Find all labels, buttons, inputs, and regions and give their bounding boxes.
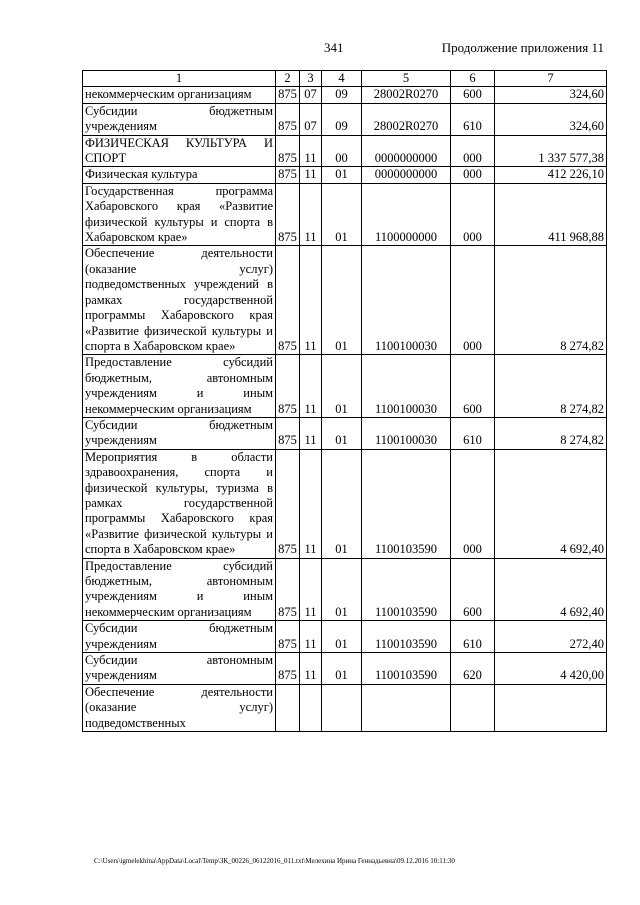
cell-amount: 8 274,82 xyxy=(495,417,607,449)
table-row xyxy=(83,653,607,685)
cell-expense-type: 600 xyxy=(451,355,495,418)
cell-target-article xyxy=(362,684,451,731)
cell-name: Обеспечение деятельности (оказание услуг) подведомственных xyxy=(83,684,276,731)
cell-amount: 8 274,82 xyxy=(495,355,607,418)
column-header: 6 xyxy=(451,71,495,87)
table-row xyxy=(83,87,607,103)
budget-table xyxy=(82,70,607,732)
column-header: 3 xyxy=(300,71,322,87)
cell-target-article: 1100100030 xyxy=(362,246,451,355)
cell-section xyxy=(300,684,322,731)
cell-subsection xyxy=(322,684,362,731)
cell-expense-type: 000 xyxy=(451,449,495,558)
cell-name: некоммерческим организациям xyxy=(83,87,276,103)
cell-name: ФИЗИЧЕСКАЯ КУЛЬТУРА И СПОРТ xyxy=(83,135,276,167)
cell-name: Государственная программа Хабаровского края «Развитие физической культуры и спорта в Хабаровском крае» xyxy=(83,183,276,246)
cell-name: Субсидии автономным учреждениям xyxy=(83,653,276,685)
table-row xyxy=(83,621,607,653)
cell-amount xyxy=(495,684,607,731)
cell-subsection: 01 xyxy=(322,417,362,449)
cell-name: Субсидии бюджетным учреждениям xyxy=(83,103,276,135)
cell-target-article: 0000000000 xyxy=(362,167,451,183)
cell-name: Мероприятия в области здравоохранения, спорта и физической культуры, туризма в рамках государственной программы Хабаровского края «Развитие физической культуры и спорта в Хабаровском крае» xyxy=(83,449,276,558)
cell-target-article: 1100103590 xyxy=(362,558,451,621)
cell-amount: 324,60 xyxy=(495,87,607,103)
cell-amount: 411 968,88 xyxy=(495,183,607,246)
cell-subsection: 00 xyxy=(322,135,362,167)
table-row xyxy=(83,684,607,731)
cell-expense-type: 600 xyxy=(451,558,495,621)
cell-ministry-code: 875 xyxy=(276,355,300,418)
cell-target-article: 28002R0270 xyxy=(362,103,451,135)
cell-expense-type: 610 xyxy=(451,621,495,653)
column-header: 7 xyxy=(495,71,607,87)
cell-section: 07 xyxy=(300,103,322,135)
table-row xyxy=(83,103,607,135)
cell-expense-type: 610 xyxy=(451,103,495,135)
table-row xyxy=(83,355,607,418)
cell-ministry-code: 875 xyxy=(276,103,300,135)
cell-section: 11 xyxy=(300,135,322,167)
cell-name: Предоставление субсидий бюджетным, автономным учреждениям и иным некоммерческим организациям xyxy=(83,355,276,418)
cell-expense-type xyxy=(451,684,495,731)
cell-expense-type: 000 xyxy=(451,183,495,246)
table-row xyxy=(83,167,607,183)
column-header: 4 xyxy=(322,71,362,87)
cell-name: Физическая культура xyxy=(83,167,276,183)
cell-ministry-code: 875 xyxy=(276,167,300,183)
cell-target-article: 1100103590 xyxy=(362,621,451,653)
cell-section: 11 xyxy=(300,417,322,449)
cell-subsection: 01 xyxy=(322,167,362,183)
cell-ministry-code: 875 xyxy=(276,246,300,355)
table-row xyxy=(83,246,607,355)
cell-ministry-code: 875 xyxy=(276,558,300,621)
column-header: 1 xyxy=(83,71,276,87)
document-footer-path: C:\Users\igmelekhina\AppData\Local\Temp\ЗК_00226_06122016_011.txt\Мелехина Ирина Геннадьевна\09.12.2016 10:11:30 xyxy=(94,857,455,865)
cell-section: 11 xyxy=(300,246,322,355)
cell-subsection: 01 xyxy=(322,449,362,558)
cell-subsection: 01 xyxy=(322,653,362,685)
table-row xyxy=(83,183,607,246)
cell-amount: 272,40 xyxy=(495,621,607,653)
cell-name: Субсидии бюджетным учреждениям xyxy=(83,621,276,653)
table-row xyxy=(83,449,607,558)
page-number: 341 xyxy=(324,40,344,55)
cell-ministry-code: 875 xyxy=(276,653,300,685)
cell-expense-type: 600 xyxy=(451,87,495,103)
cell-amount: 4 692,40 xyxy=(495,449,607,558)
column-header: 5 xyxy=(362,71,451,87)
cell-subsection: 01 xyxy=(322,558,362,621)
cell-subsection: 09 xyxy=(322,87,362,103)
cell-target-article: 1100103590 xyxy=(362,449,451,558)
cell-amount: 324,60 xyxy=(495,103,607,135)
cell-subsection: 01 xyxy=(322,621,362,653)
cell-amount: 1 337 577,38 xyxy=(495,135,607,167)
cell-target-article: 28002R0270 xyxy=(362,87,451,103)
cell-section: 11 xyxy=(300,167,322,183)
cell-ministry-code: 875 xyxy=(276,621,300,653)
cell-section: 11 xyxy=(300,355,322,418)
cell-amount: 8 274,82 xyxy=(495,246,607,355)
cell-name: Предоставление субсидий бюджетным, автономным учреждениям и иным некоммерческим организациям xyxy=(83,558,276,621)
cell-expense-type: 610 xyxy=(451,417,495,449)
cell-target-article: 1100000000 xyxy=(362,183,451,246)
cell-subsection: 01 xyxy=(322,183,362,246)
cell-ministry-code: 875 xyxy=(276,417,300,449)
table-header-row xyxy=(83,71,607,87)
cell-amount: 412 226,10 xyxy=(495,167,607,183)
column-header: 2 xyxy=(276,71,300,87)
cell-target-article: 0000000000 xyxy=(362,135,451,167)
cell-expense-type: 000 xyxy=(451,135,495,167)
cell-ministry-code: 875 xyxy=(276,135,300,167)
cell-target-article: 1100103590 xyxy=(362,653,451,685)
cell-section: 11 xyxy=(300,449,322,558)
table-row xyxy=(83,417,607,449)
table-row xyxy=(83,558,607,621)
cell-expense-type: 620 xyxy=(451,653,495,685)
cell-ministry-code: 875 xyxy=(276,449,300,558)
cell-amount: 4 420,00 xyxy=(495,653,607,685)
cell-section: 11 xyxy=(300,558,322,621)
cell-ministry-code: 875 xyxy=(276,183,300,246)
cell-ministry-code: 875 xyxy=(276,87,300,103)
cell-name: Обеспечение деятельности (оказание услуг) подведомственных учреждений в рамках государственной программы Хабаровского края «Развитие физической культуры и спорта в Хабаровском крае» xyxy=(83,246,276,355)
cell-section: 11 xyxy=(300,183,322,246)
cell-section: 11 xyxy=(300,653,322,685)
cell-subsection: 01 xyxy=(322,246,362,355)
cell-amount: 4 692,40 xyxy=(495,558,607,621)
cell-subsection: 09 xyxy=(322,103,362,135)
cell-section: 07 xyxy=(300,87,322,103)
cell-name: Субсидии бюджетным учреждениям xyxy=(83,417,276,449)
table-body xyxy=(83,87,607,732)
cell-target-article: 1100100030 xyxy=(362,417,451,449)
cell-expense-type: 000 xyxy=(451,246,495,355)
table-row xyxy=(83,135,607,167)
cell-ministry-code xyxy=(276,684,300,731)
cell-subsection: 01 xyxy=(322,355,362,418)
cell-target-article: 1100100030 xyxy=(362,355,451,418)
appendix-continuation-note: Продолжение приложения 11 xyxy=(441,40,604,55)
cell-section: 11 xyxy=(300,621,322,653)
cell-expense-type: 000 xyxy=(451,167,495,183)
